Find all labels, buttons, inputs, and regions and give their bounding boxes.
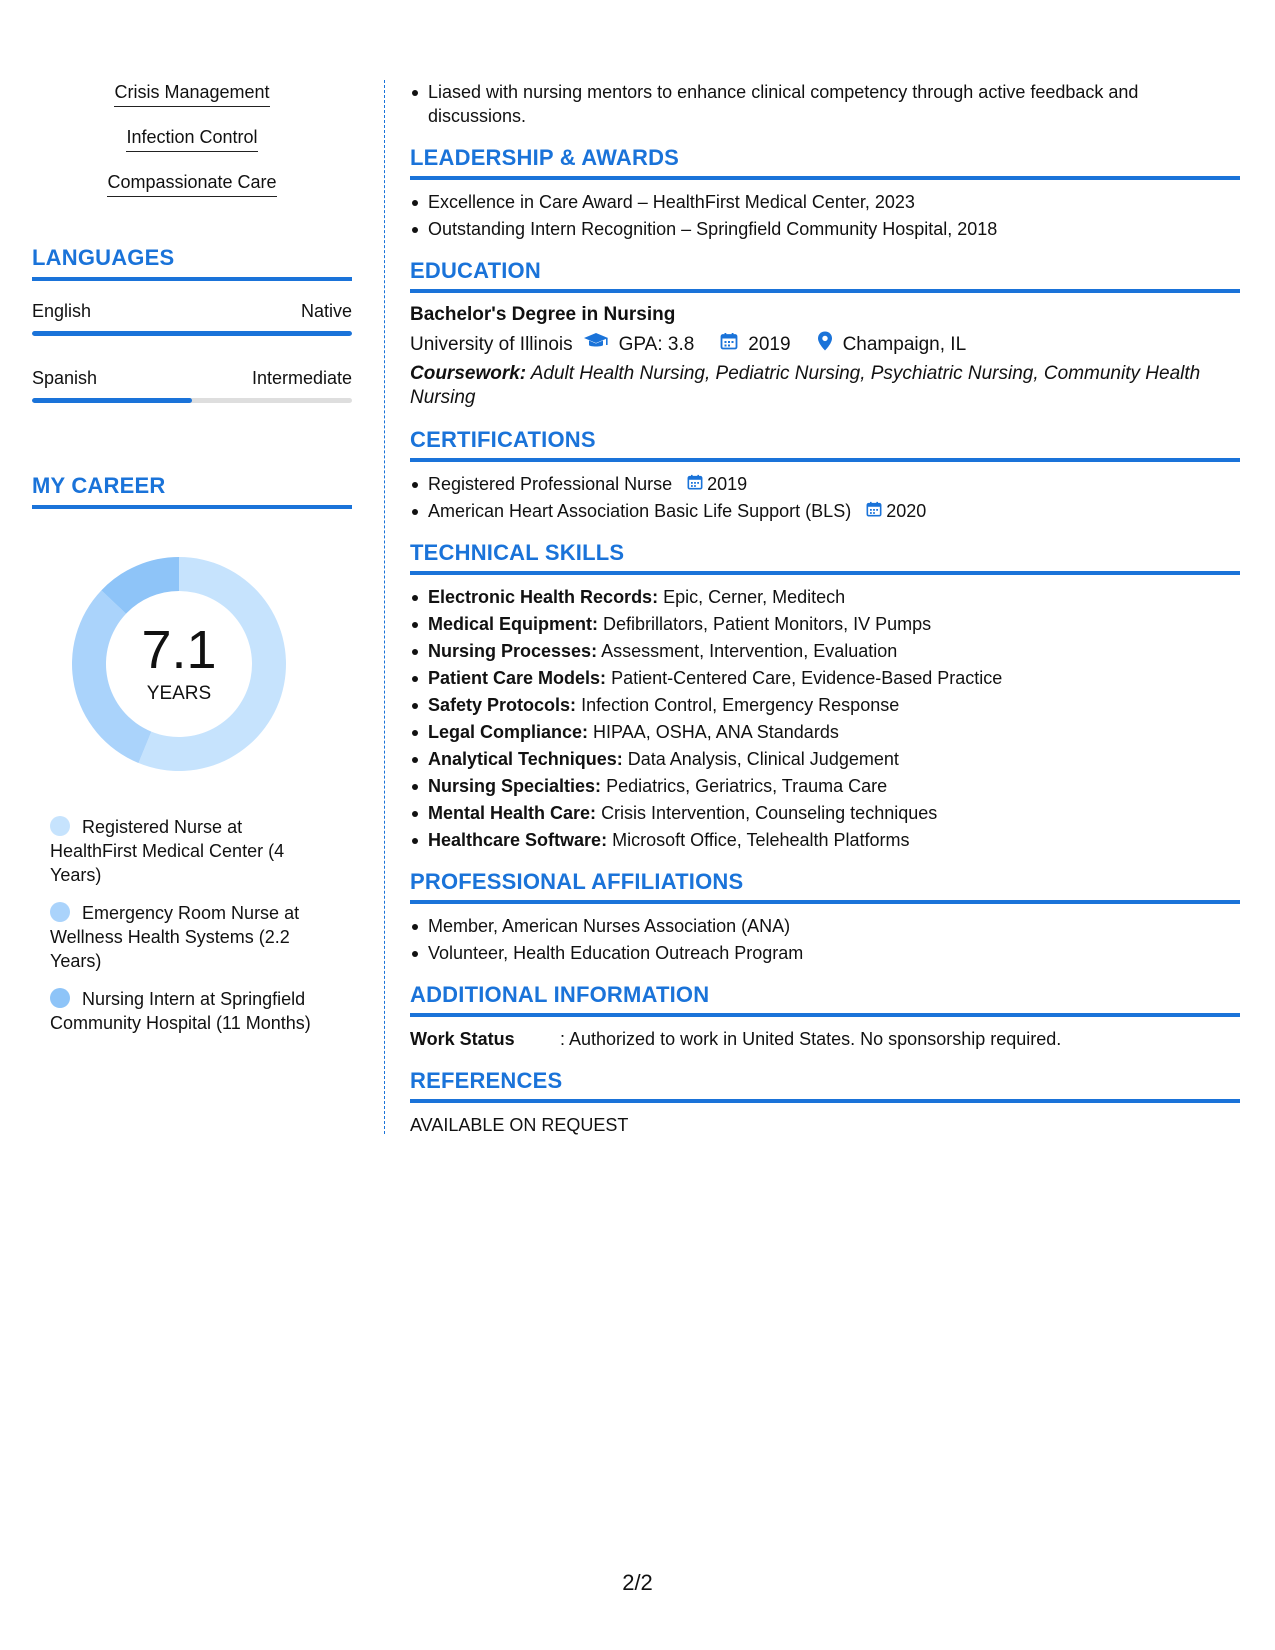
language-english: [32, 301, 352, 336]
career-total: 7.1: [141, 620, 217, 680]
legend-item: [50, 815, 320, 887]
skill-value: Patient-Centered Care, Evidence-Based Practice: [611, 668, 1003, 688]
right-column: [410, 80, 1240, 1137]
skill-label: Analytical Techniques:: [428, 749, 623, 769]
language-bar-fill: [32, 331, 352, 336]
calendar-icon: [866, 499, 882, 523]
skill-label: Healthcare Software:: [428, 830, 608, 850]
list-item: [410, 666, 1240, 690]
list-item: [410, 472, 1240, 496]
skill-value: Microsoft Office, Telehealth Platforms: [612, 830, 910, 850]
list-item: [410, 693, 1240, 717]
skill-label: Electronic Health Records:: [428, 587, 659, 607]
list-item: Outstanding Intern Recognition – Springfield Community Hospital, 2018: [410, 217, 1240, 241]
coursework: [410, 362, 1240, 410]
language-level: Native: [300, 301, 352, 321]
school-name: University of Illinois: [410, 333, 573, 355]
legend-item: [50, 987, 320, 1035]
career-legend: [50, 815, 320, 1035]
language-level: Intermediate: [251, 368, 352, 388]
legend-dot: [50, 902, 70, 922]
graduation-cap-icon: [583, 332, 609, 357]
languages-heading: LANGUAGES: [32, 245, 352, 281]
list-item: Volunteer, Health Education Outreach Program: [410, 941, 1240, 965]
skill-label: Nursing Processes:: [428, 641, 598, 661]
skill-value: HIPAA, OSHA, ANA Standards: [593, 722, 839, 742]
career-heading: MY CAREER: [32, 473, 352, 509]
list-item: [410, 774, 1240, 798]
work-status-label: Work Status: [410, 1029, 515, 1049]
experience-bullets: [410, 80, 1240, 128]
certification-name: American Heart Association Basic Life Support (BLS): [428, 501, 852, 521]
gpa: GPA: 3.8: [618, 333, 695, 355]
list-item: [410, 747, 1240, 771]
work-status: [410, 1027, 1240, 1051]
skill-label: Patient Care Models:: [428, 668, 607, 688]
coursework-label: Coursework:: [410, 363, 527, 384]
skill-value: Data Analysis, Clinical Judgement: [627, 749, 899, 769]
legend-dot: [50, 816, 70, 836]
language-name: English: [32, 301, 92, 321]
skill-label: Nursing Specialties:: [428, 776, 602, 796]
skill-label: Mental Health Care:: [428, 803, 597, 823]
list-item: Member, American Nurses Association (ANA): [410, 914, 1240, 938]
certification-name: Registered Professional Nurse: [428, 474, 673, 494]
affiliations-heading: PROFESSIONAL AFFILIATIONS: [410, 870, 1240, 904]
education-details: [410, 331, 1240, 358]
education-heading: EDUCATION: [410, 259, 1240, 293]
legend-label: Registered Nurse at HealthFirst Medical Center (4 Years): [50, 817, 285, 885]
graduation-year: 2019: [748, 333, 791, 355]
list-item: Excellence in Care Award – HealthFirst Medical Center, 2023: [410, 190, 1240, 214]
certification-year: 2020: [886, 501, 927, 521]
list-item: [410, 499, 1240, 523]
leadership-list: [410, 190, 1240, 241]
calendar-icon: [720, 332, 738, 357]
skill-tag: Infection Control: [126, 127, 257, 152]
legend-item: [50, 901, 320, 973]
skill-value: Defibrillators, Patient Monitors, IV Pumps: [603, 614, 932, 634]
certifications-heading: CERTIFICATIONS: [410, 428, 1240, 462]
degree-title: Bachelor's Degree in Nursing: [410, 304, 676, 325]
language-bar-fill: [32, 398, 192, 403]
leadership-heading: LEADERSHIP & AWARDS: [410, 146, 1240, 180]
skill-value: Assessment, Intervention, Evaluation: [601, 641, 898, 661]
references-text: AVAILABLE ON REQUEST: [410, 1115, 629, 1135]
location-pin-icon: [817, 331, 833, 358]
calendar-icon: [687, 472, 703, 496]
work-status-value: : Authorized to work in United States. No sponsorship required.: [560, 1029, 1062, 1049]
language-bar: [32, 398, 352, 403]
language-name: Spanish: [32, 368, 98, 388]
left-column: [32, 82, 352, 1049]
legend-label: Emergency Room Nurse at Wellness Health Systems (2.2 Years): [50, 903, 300, 971]
list-item: [410, 828, 1240, 852]
skill-value: Crisis Intervention, Counseling techniques: [601, 803, 938, 823]
skill-label: Medical Equipment:: [428, 614, 599, 634]
skill-value: Infection Control, Emergency Response: [581, 695, 900, 715]
technical-skills-list: [410, 585, 1240, 852]
legend-dot: [50, 988, 70, 1008]
language-spanish: [32, 368, 352, 403]
list-item: [410, 639, 1240, 663]
list-item: [410, 612, 1240, 636]
column-divider: [384, 80, 385, 1134]
additional-info-heading: ADDITIONAL INFORMATION: [410, 983, 1240, 1017]
skill-label: Safety Protocols:: [428, 695, 577, 715]
career-donut-center: [66, 551, 292, 777]
skill-tags: [32, 82, 352, 197]
skill-value: Epic, Cerner, Meditech: [663, 587, 846, 607]
school-location: Champaign, IL: [842, 333, 967, 355]
page-number: 2/2: [622, 1570, 653, 1595]
list-item: Liased with nursing mentors to enhance clinical competency through active feedback and discussions.: [410, 80, 1240, 128]
list-item: [410, 585, 1240, 609]
skill-tag: Compassionate Care: [107, 172, 276, 197]
career-donut: [66, 551, 292, 777]
career-unit: YEARS: [146, 683, 212, 704]
technical-skills-heading: TECHNICAL SKILLS: [410, 541, 1240, 575]
certification-year: 2019: [707, 474, 748, 494]
affiliations-list: [410, 914, 1240, 965]
skill-value: Pediatrics, Geriatrics, Trauma Care: [606, 776, 888, 796]
legend-label: Nursing Intern at Springfield Community Hospital (11 Months): [50, 989, 311, 1033]
skill-tag: Crisis Management: [114, 82, 269, 107]
coursework-list: Adult Health Nursing, Pediatric Nursing, Psychiatric Nursing, Community Health Nursing: [410, 363, 1201, 408]
list-item: [410, 720, 1240, 744]
certifications-list: [410, 472, 1240, 523]
language-bar: [32, 331, 352, 336]
references-heading: REFERENCES: [410, 1069, 1240, 1103]
list-item: [410, 801, 1240, 825]
skill-label: Legal Compliance:: [428, 722, 589, 742]
